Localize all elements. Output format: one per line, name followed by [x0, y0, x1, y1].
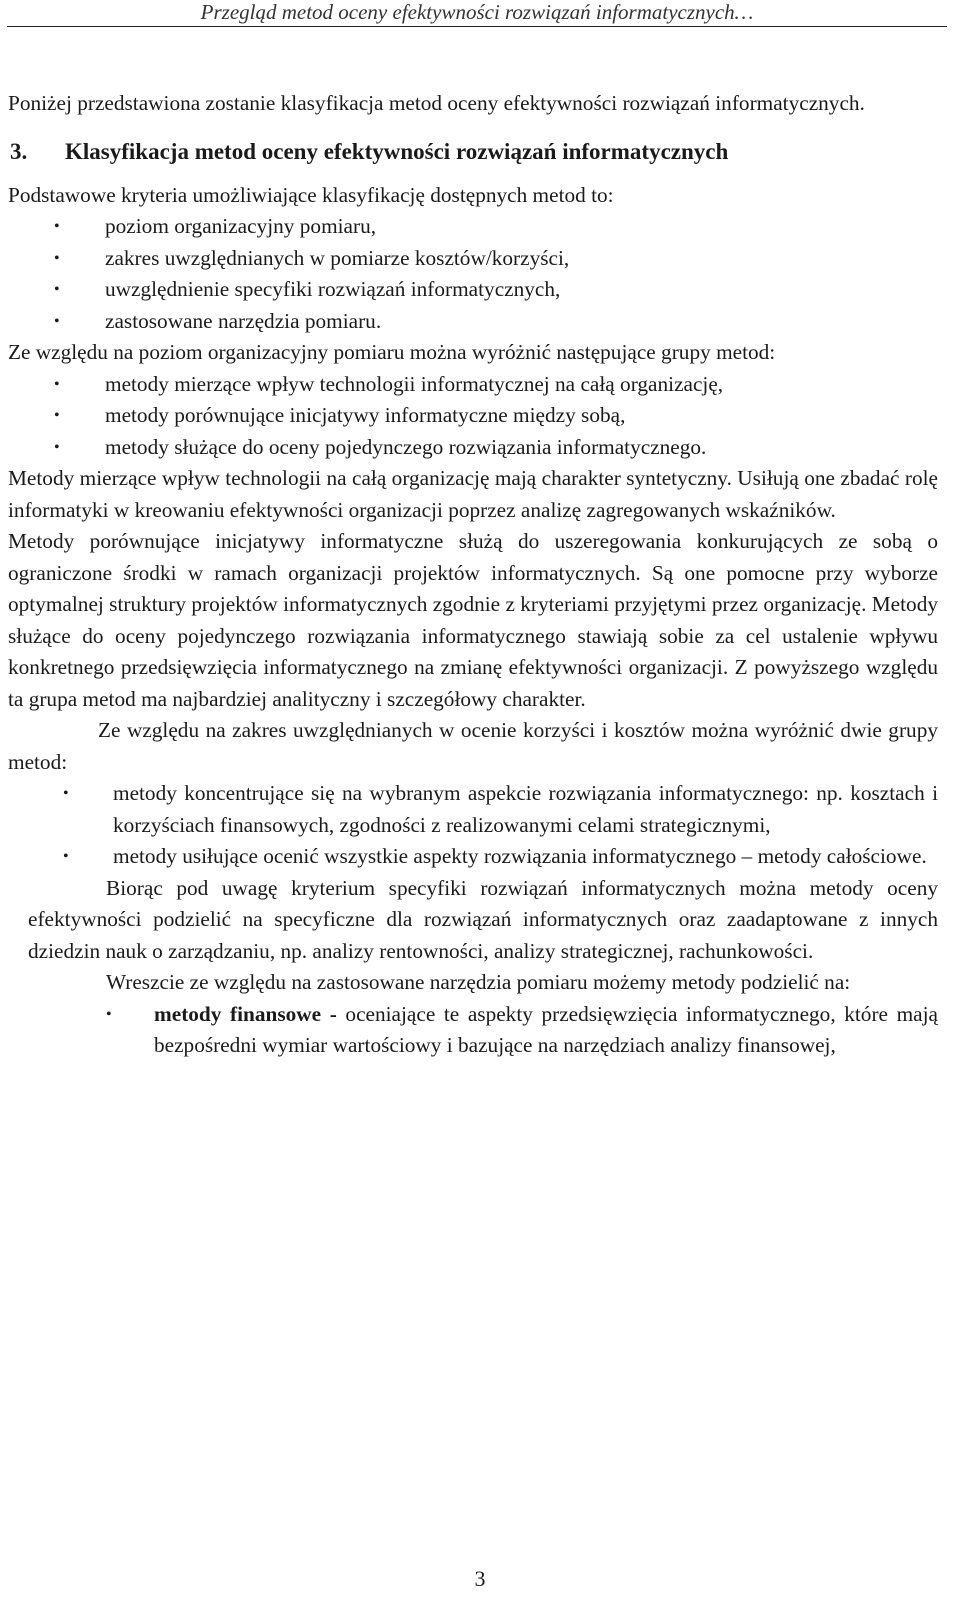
section-heading	[8, 136, 938, 168]
list-item	[8, 306, 938, 338]
list-item-text: zakres uwzględnianych w pomiarze kosztów/korzyści,	[105, 245, 570, 270]
bullet-icon: •	[63, 848, 69, 865]
bullet-icon: •	[54, 218, 60, 235]
tools-list	[8, 999, 938, 1062]
list-item	[8, 841, 938, 873]
paragraph-scope: Ze względu na zakres uwzględnianych w ocenie korzyści i kosztów można wyróżnić dwie grupy metod:	[8, 718, 938, 774]
list-item	[8, 400, 938, 432]
list-item-text: uwzględnienie specyfiki rozwiązań informatycznych,	[105, 277, 561, 301]
section-number: 3.	[10, 138, 28, 164]
scope-list	[8, 778, 938, 873]
bullet-icon: •	[54, 375, 60, 393]
page-number: 3	[474, 1566, 486, 1591]
bullet-icon: •	[54, 249, 60, 267]
intro-paragraph: Poniżej przedstawiona zostanie klasyfikacja metod oceny efektywności rozwiązań informatycznych.	[8, 91, 865, 115]
list-item	[8, 274, 938, 306]
bullet-icon: •	[54, 438, 60, 456]
org-level-list	[8, 369, 938, 464]
bullet-icon: •	[54, 312, 60, 330]
list-item-text: metody usiłujące ocenić wszystkie aspekty rozwiązania informatycznego – metody całościowe.	[113, 844, 927, 868]
bullet-icon: •	[54, 281, 60, 298]
list-item-text: metody mierzące wpływ technologii informatycznej na całą organizację,	[105, 371, 724, 396]
running-header-title: Przegląd metod oceny efektywności rozwiązań informatycznych…	[200, 0, 754, 24]
bullet-icon: •	[63, 785, 69, 802]
list-item	[8, 778, 938, 841]
list-item-term: metody finansowe -	[154, 1001, 337, 1026]
paragraph-comparative-methods: Metody porównujące inicjatywy informatyczne służą do uszeregowania konkurujących ze sobą o ograniczone środki w ramach organizacji projektów informatycznych. Są one pomocne przy wyborze optymalnej struktury projektów informatycznych zgodnie z kryteriami przyjętymi przez organizację. Metody służące do oceny pojedynczego rozwiązania informatycznego stawiają sobie za cel ustalenie wpływu konkretnego przedsięwzięcia informatycznego na zmianę efektywności organizacji. Z powyższego względu ta grupa metod ma najbardziej analityczny i szczegółowy charakter.	[8, 529, 938, 711]
paragraph-specificity: Biorąc pod uwagę kryterium specyfiki rozwiązań informatycznych można metody oceny efektywności podzielić na specyficzne dla rozwiązań informatycznych oraz zaadaptowane z innych dziedzin nauk o zarządzaniu, np. analizy rentowności, analizy strategicznej, rachunkowości.	[28, 875, 938, 963]
list-item-text: zastosowane narzędzia pomiaru.	[105, 308, 382, 333]
criteria-list	[8, 211, 938, 337]
org-level-lead: Ze względu na poziom organizacyjny pomiaru można wyróżnić następujące grupy metod:	[8, 340, 776, 364]
page-content	[8, 80, 938, 1062]
bullet-icon: •	[106, 1005, 112, 1023]
list-item	[8, 432, 938, 464]
list-item	[8, 243, 938, 275]
paragraph-tools: Wreszcie ze względu na zastosowane narzędzia pomiaru możemy metody podzielić na:	[106, 970, 851, 994]
list-item-text: poziom organizacyjny pomiaru,	[105, 214, 377, 238]
list-item	[8, 211, 938, 243]
list-item-text: metody służące do oceny pojedynczego rozwiązania informatycznego.	[105, 434, 707, 459]
running-header	[7, 0, 947, 27]
list-item-text: metody koncentrujące się na wybranym aspekcie rozwiązania informatycznego: np. kosztach i korzyściach finansowych, zgodności z realizowanymi celami strategicznymi,	[113, 781, 938, 837]
section-title: Klasyfikacja metod oceny efektywności rozwiązań informatycznych	[65, 138, 729, 164]
bullet-icon: •	[54, 407, 60, 424]
list-item-text: metody porównujące inicjatywy informatyczne między sobą,	[105, 403, 626, 427]
list-item	[8, 369, 938, 401]
criteria-lead: Podstawowe kryteria umożliwiające klasyfikację dostępnych metod to:	[8, 182, 614, 207]
list-item-text: oceniające te aspekty przedsięwzięcia informatycznego, które mają bezpośredni wymiar wartościowy i bazujące na narzędziach analizy finansowej,	[154, 1001, 938, 1057]
list-item	[8, 999, 938, 1062]
paragraph-synthetic-methods: Metody mierzące wpływ technologii na całą organizację mają charakter syntetyczny. Usiłują one zbadać rolę informatyki w kreowaniu efektywności organizacji poprzez analizę zagregowanych wskaźników.	[8, 466, 938, 522]
